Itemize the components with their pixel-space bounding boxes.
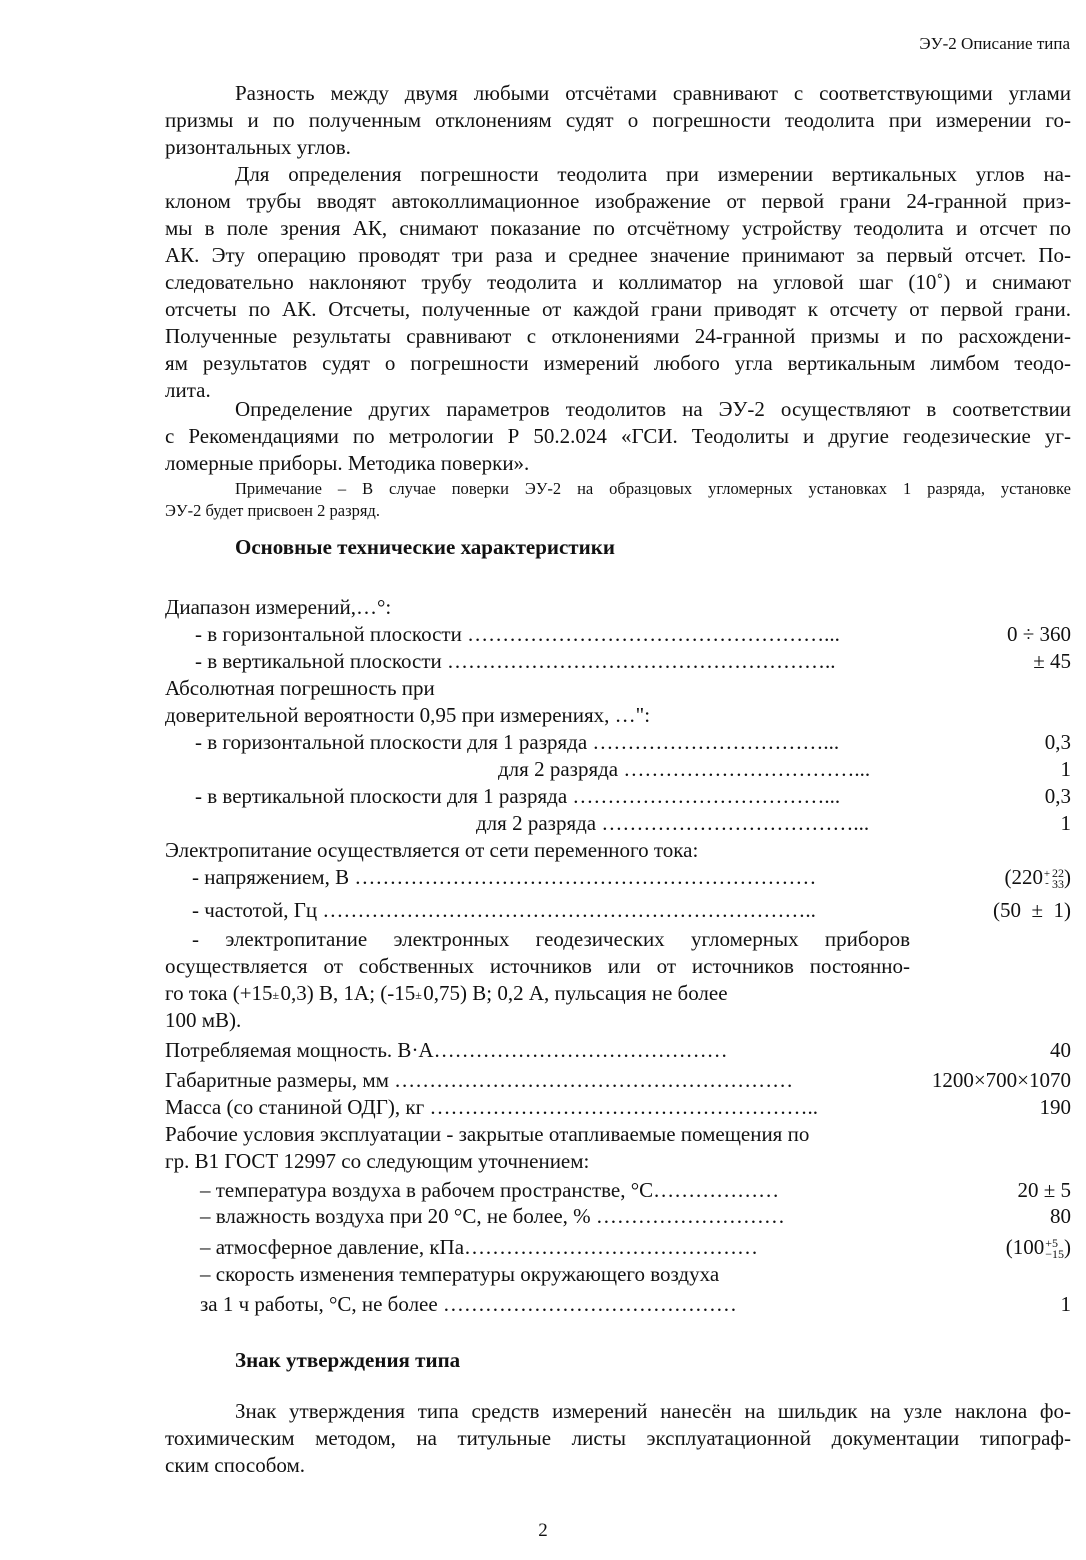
spec-value: 0 ÷ 360 xyxy=(1006,622,1071,646)
spec-humidity xyxy=(165,1204,1071,1231)
running-header: ЭУ-2 Описание типа xyxy=(919,34,1070,53)
spec-label: Диапазон измерений,…°: xyxy=(165,595,392,619)
spec-value: 190 xyxy=(1039,1095,1071,1119)
text-line: ломерные приборы. Методика поверки». xyxy=(165,451,530,475)
spec-value: (100 +5 −15 ) xyxy=(1005,1235,1071,1262)
spec-label: - в горизонтальной плоскости для 1 разряда ……………………………... xyxy=(195,730,840,754)
spec-frequency xyxy=(165,898,1071,925)
spec-value: 0,3 xyxy=(1044,730,1071,754)
text-line: призмы и по полученным отклонениям судят о погрешности теодолита при измерении го- xyxy=(165,108,1071,132)
spec-value: 1 xyxy=(1060,757,1071,781)
text-line: клоном трубы вводят автоколлимационное изображение от первой грани 24-гранной приз- xyxy=(165,189,1071,213)
spec-label: гр. В1 ГОСТ 12997 со следующим уточнением: xyxy=(165,1149,590,1173)
spec-label: Масса (со станиной ОДГ), кг ……………………………………………….. xyxy=(165,1095,818,1119)
spec-label: – скорость изменения температуры окружающего воздуха xyxy=(200,1262,720,1286)
spec-pressure xyxy=(165,1235,1071,1262)
voltage-base: (220 xyxy=(1004,865,1043,889)
text-line: Для определения погрешности теодолита при измерении вертикальных углов на- xyxy=(235,162,1071,186)
text-line: Определение других параметров теодолитов на ЭУ-2 осуществляют в соответствии xyxy=(235,397,1071,421)
spec-label: для 2 разряда ………………………………... xyxy=(476,811,870,835)
spec-label: - напряжением, В ………………………………………………………… xyxy=(192,865,817,889)
text-line: Разность между двумя любыми отсчётами сравнивают с соответствующими углами xyxy=(235,81,1071,105)
spec-temperature xyxy=(165,1178,1071,1205)
spec-voltage xyxy=(165,865,1071,892)
text-line: лита. xyxy=(165,378,211,402)
page-number: 2 xyxy=(538,1520,548,1541)
text-line: ризонтальных углов. xyxy=(165,135,351,159)
spec-conditions-2 xyxy=(165,1149,1071,1176)
spec-temp-rate-1 xyxy=(165,1262,1071,1289)
spec-consumption xyxy=(165,1038,1071,1065)
spec-label: Рабочие условия эксплуатации - закрытые отапливаемые помещения по xyxy=(165,1122,810,1146)
note xyxy=(165,478,1071,522)
paragraph-horizontal-error xyxy=(165,80,1071,161)
spec-error-title-1 xyxy=(165,676,1071,703)
text-line: тохимическим методом, на титульные листы эксплуатационной документации типограф- xyxy=(165,1426,1071,1450)
text-line: - электропитание электронных геодезических угломерных приборов xyxy=(192,927,910,951)
spec-range-title xyxy=(165,595,1071,622)
spec-error-vertical-class1 xyxy=(165,784,1071,811)
spec-label: Потребляемая мощность. В·А…………………………………… xyxy=(165,1038,728,1062)
spec-error-horizontal-class1 xyxy=(165,730,1071,757)
pressure-tolerance: +5 −15 xyxy=(1045,1236,1064,1262)
text-line: го тока (+15±0,3) В, 1А; (-15±0,75) В; 0,2 А, пульсация не более xyxy=(165,981,728,1005)
spec-dimensions xyxy=(165,1068,1071,1095)
spec-label: – влажность воздуха при 20 °С, не более, % ……………………… xyxy=(200,1204,785,1228)
spec-error-horizontal-class2 xyxy=(165,757,1071,784)
spec-label: Электропитание осуществляется от сети переменного тока: xyxy=(165,838,699,862)
text-line: ям результатов судят о погрешности измерений любого угла вертикальным лимбом теодо- xyxy=(165,351,1071,375)
voltage-tolerance: 22 33 xyxy=(1052,866,1064,892)
spec-value: (50 ± 1) xyxy=(992,898,1071,922)
spec-label: - частотой, Гц …………………………………………………………….. xyxy=(192,898,816,922)
spec-label: - в вертикальной плоскости ……………………………………………….. xyxy=(195,649,836,673)
section-heading-approval: Знак утверждения типа xyxy=(235,1348,461,1372)
spec-label: - в горизонтальной плоскости ……………………………………………... xyxy=(195,622,840,646)
text-line: отсчеты по АК. Отсчеты, полученные от каждой грани приводят к отсчету от первой грани. xyxy=(165,297,1071,321)
spec-label: - в вертикальной плоскости для 1 разряда ………………………………... xyxy=(195,784,841,808)
spec-temp-rate-2 xyxy=(165,1292,1071,1319)
spec-label: Абсолютная погрешность при xyxy=(165,676,435,700)
paragraph-electronic-power xyxy=(165,926,910,1034)
section-heading-specs: Основные технические характеристики xyxy=(235,535,615,559)
text-line: Полученные результаты сравнивают с отклонениями 24-гранной призмы и по расхождени- xyxy=(165,324,1071,348)
text-line: следовательно наклоняют трубу теодолита и коллиматор на угловой шаг (10˚) и снимают xyxy=(165,270,1071,294)
spec-value: 80 xyxy=(1050,1204,1071,1228)
spec-power-title xyxy=(165,838,1071,865)
text-line: с Рекомендациями по метрологии Р 50.2.024 «ГСИ. Теодолиты и другие геодезические уг- xyxy=(165,424,1071,448)
spec-value: 1 xyxy=(1060,1292,1071,1316)
text-line: мы в поле зрения АК, снимают показание по отсчётному устройству теодолита и отсчет по xyxy=(165,216,1071,240)
spec-value: 40 xyxy=(1050,1038,1071,1062)
text-line: ским способом. xyxy=(165,1453,306,1477)
text-line: осуществляется от собственных источников или от источников постоянно- xyxy=(165,954,910,978)
spec-error-title-2 xyxy=(165,703,1071,730)
spec-range-horizontal xyxy=(165,622,1071,649)
paragraph-approval xyxy=(165,1398,1071,1479)
text-line: 100 мВ). xyxy=(165,1008,242,1032)
spec-range-vertical xyxy=(165,649,1071,676)
spec-value: (220 + - 22 33 ) xyxy=(1004,865,1071,892)
spec-value: 0,3 xyxy=(1044,784,1071,808)
paragraph-vertical-error xyxy=(165,161,1071,404)
spec-label: – температура воздуха в рабочем пространстве, °С……………… xyxy=(200,1178,780,1202)
spec-value: 20 ± 5 xyxy=(1017,1178,1071,1202)
spec-label: за 1 ч работы, °С, не более …………………………………… xyxy=(200,1292,737,1316)
spec-label: Габаритные размеры, мм ………………………………………………… xyxy=(165,1068,794,1092)
spec-value: 1200×700×1070 xyxy=(931,1068,1071,1092)
spec-value: 1 xyxy=(1060,811,1071,835)
spec-conditions-1 xyxy=(165,1122,1071,1149)
text-line: Примечание – В случае поверки ЭУ-2 на образцовых угломерных установках 1 разряда, установке xyxy=(235,479,1071,498)
text-line: Знак утверждения типа средств измерений нанесён на шильдик на узле наклона фо- xyxy=(235,1399,1071,1423)
spec-label: – атмосферное давление, кПа…………………………………… xyxy=(200,1235,759,1259)
spec-error-vertical-class2 xyxy=(165,811,1071,838)
text-line: ЭУ-2 будет присвоен 2 разряд. xyxy=(165,501,380,520)
spec-mass xyxy=(165,1095,1071,1122)
spec-label: для 2 разряда ……………………………... xyxy=(498,757,871,781)
paragraph-other-parameters xyxy=(165,396,1071,477)
spec-value: ± 45 xyxy=(1033,649,1071,673)
plus-minus-signs: + - xyxy=(1043,868,1051,890)
text-line: АК. Эту операцию проводят три раза и среднее значение принимают за первый отсчет. По- xyxy=(165,243,1071,267)
spec-label: доверительной вероятности 0,95 при измерениях, …": xyxy=(165,703,651,727)
